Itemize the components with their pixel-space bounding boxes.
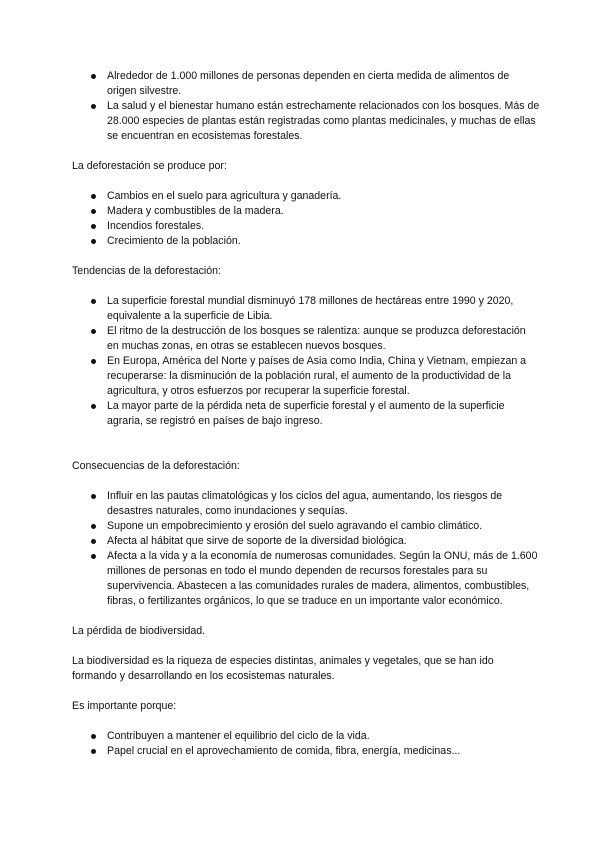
causes-bullet-list — [72, 189, 540, 249]
biodiversity-definition: La biodiversidad es la riqueza de especies distintas, animales y vegetales, que se han ido formando y desarrollando en los ecosistemas naturales. — [72, 655, 494, 682]
consequences-bullet-list — [72, 489, 540, 609]
causes-heading: La deforestación se produce por: — [72, 160, 227, 172]
list-item: Cambios en el suelo para agricultura y ganadería. — [107, 189, 540, 204]
trends-bullet-list — [72, 294, 540, 429]
list-item: El ritmo de la destrucción de los bosques se ralentiza: aunque se produzca deforestación en muchas zonas, en otras se establecen nuevos bosques. — [107, 324, 540, 354]
consequences-heading: Consecuencias de la deforestación: — [72, 460, 240, 472]
list-item: Supone un empobrecimiento y erosión del suelo agravando el cambio climático. — [107, 519, 540, 534]
list-item: En Europa, América del Norte y países de Asia como India, China y Vietnam, empiezan a recuperarse: la disminución de la población rural, el aumento de la productividad de la agricultura, y otros esfuerzos por recuperar la superficie forestal. — [107, 354, 540, 399]
list-item: Madera y combustibles de la madera. — [107, 204, 540, 219]
importance-heading: Es importante porque: — [72, 700, 177, 712]
intro-bullet-list — [72, 69, 540, 144]
list-item: La superficie forestal mundial disminuyó 178 millones de hectáreas entre 1990 y 2020, equivalente a la superficie de Libia. — [107, 294, 540, 324]
list-item: Crecimiento de la población. — [107, 234, 540, 249]
list-item: Afecta a la vida y a la economía de numerosas comunidades. Según la ONU, más de 1.600 millones de personas en todo el mundo dependen de recursos forestales para su supervivencia. Abastecen a las comunidades rurales de madera, alimentos, combustibles, fibras, o fertilizantes orgánicos, lo que se traduce en un importante valor económico. — [107, 549, 540, 609]
list-item: La salud y el bienestar humano están estrechamente relacionados con los bosques. Más de 28.000 especies de plantas están registradas como plantas medicinales, y muchas de ellas se encuentran en ecosistemas forestales. — [107, 100, 540, 142]
trends-heading: Tendencias de la deforestación: — [72, 265, 221, 277]
list-item: Influir en las pautas climatológicas y los ciclos del agua, aumentando, los riesgos de desastres naturales, como inundaciones y sequías. — [107, 489, 540, 519]
importance-bullet-list — [72, 729, 540, 759]
list-item: Papel crucial en el aprovechamiento de comida, fibra, energía, medicinas... — [107, 744, 540, 759]
list-item: Incendios forestales. — [107, 219, 540, 234]
list-item: La mayor parte de la pérdida neta de superficie forestal y el aumento de la superficie agraria, se registró en países de bajo ingreso. — [107, 399, 540, 429]
biodiversity-heading: La pérdida de biodiversidad. — [72, 625, 206, 637]
list-item: Alrededor de 1.000 millones de personas dependen en cierta medida de alimentos de origen silvestre. — [107, 69, 540, 99]
list-item: Contribuyen a mantener el equilibrio del ciclo de la vida. — [107, 729, 540, 744]
list-item: Afecta al hábitat que sirve de soporte de la diversidad biológica. — [107, 534, 540, 549]
